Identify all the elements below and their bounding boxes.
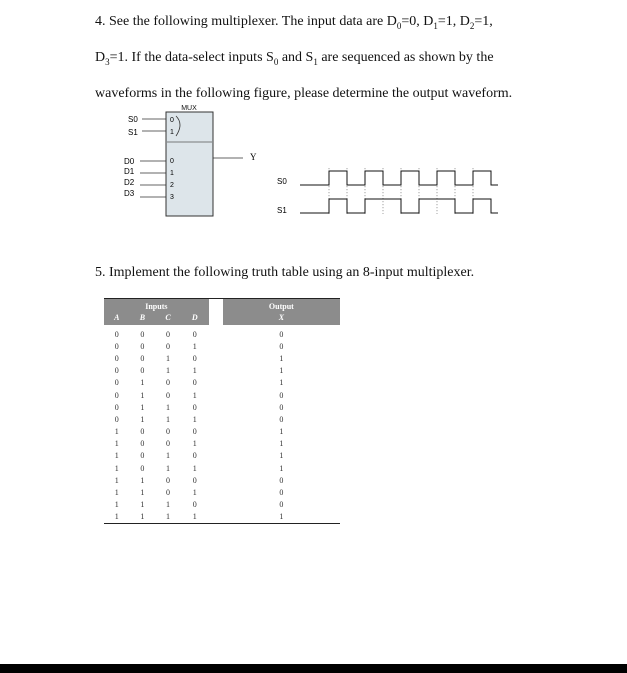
output-group-header: Output — [223, 299, 340, 313]
cell-x: 0 — [279, 402, 284, 412]
cell-x: 1 — [279, 353, 284, 363]
s0-label: S0 — [128, 115, 138, 124]
cell-c: 1 — [165, 414, 170, 424]
cell-c: 0 — [165, 488, 170, 498]
cell-d: 0 — [192, 427, 197, 437]
inputs-group-header: Inputs — [104, 299, 209, 313]
column-header-a: A — [104, 312, 130, 325]
waveform-s0-label: S0 — [277, 177, 287, 186]
cell-b: 0 — [140, 451, 145, 461]
cell-b: 0 — [140, 463, 145, 473]
cell-b: 0 — [140, 366, 145, 376]
cell-a: 1 — [114, 500, 119, 510]
data-pin-1: 1 — [170, 170, 174, 177]
cell-c: 1 — [165, 500, 170, 510]
table-row — [104, 365, 340, 377]
cell-a: 0 — [114, 366, 119, 376]
cell-d: 1 — [192, 439, 197, 449]
cell-b: 1 — [140, 390, 145, 400]
table-row — [104, 450, 340, 462]
cell-x: 0 — [279, 488, 284, 498]
question-4-line-3: waveforms in the following figure, please determine the output waveform. — [95, 85, 513, 101]
cell-d: 1 — [192, 390, 197, 400]
cell-c: 1 — [165, 451, 170, 461]
cell-d: 1 — [192, 414, 197, 424]
cell-c: 1 — [165, 366, 170, 376]
column-header-x: X — [223, 312, 340, 325]
column-header-d: D — [181, 312, 209, 325]
table-row — [104, 426, 340, 438]
cell-b: 1 — [140, 378, 145, 388]
cell-x: 1 — [279, 366, 284, 376]
page-bottom-bar — [0, 664, 627, 673]
cell-a: 0 — [114, 378, 119, 388]
cell-d: 0 — [192, 475, 197, 485]
cell-c: 0 — [165, 341, 170, 351]
cell-c: 0 — [165, 329, 170, 339]
mux-title: MUX — [181, 105, 197, 112]
cell-a: 1 — [114, 451, 119, 461]
column-header-b: B — [130, 312, 156, 325]
cell-d: 0 — [192, 329, 197, 339]
table-row — [104, 462, 340, 474]
cell-x: 1 — [279, 439, 284, 449]
cell-a: 0 — [114, 353, 119, 363]
cell-d: 1 — [192, 366, 197, 376]
cell-d: 0 — [192, 353, 197, 363]
output-y-label: Y — [250, 152, 257, 162]
cell-x: 1 — [279, 463, 284, 473]
table-row — [104, 340, 340, 352]
cell-c: 0 — [165, 439, 170, 449]
cell-a: 0 — [114, 402, 119, 412]
cell-b: 0 — [140, 353, 145, 363]
select-pin-1: 1 — [170, 129, 174, 136]
data-pin-0: 0 — [170, 158, 174, 165]
cell-x: 1 — [279, 427, 284, 437]
cell-d: 1 — [192, 512, 197, 522]
cell-d: 0 — [192, 500, 197, 510]
cell-c: 0 — [165, 378, 170, 388]
waveform-s1 — [300, 199, 498, 213]
cell-d: 1 — [192, 463, 197, 473]
cell-b: 1 — [140, 402, 145, 412]
select-pin-0: 0 — [170, 117, 174, 124]
cell-x: 1 — [279, 451, 284, 461]
cell-b: 0 — [140, 427, 145, 437]
cell-d: 0 — [192, 451, 197, 461]
data-pin-2: 2 — [170, 182, 174, 189]
cell-x: 0 — [279, 414, 284, 424]
table-row — [104, 474, 340, 486]
table-row — [104, 438, 340, 450]
cell-a: 0 — [114, 414, 119, 424]
cell-b: 1 — [140, 500, 145, 510]
cell-b: 1 — [140, 512, 145, 522]
table-row — [104, 511, 340, 524]
cell-c: 1 — [165, 402, 170, 412]
cell-b: 1 — [140, 475, 145, 485]
cell-a: 1 — [114, 512, 119, 522]
cell-d: 1 — [192, 341, 197, 351]
table-row — [104, 499, 340, 511]
waveform-s1-label: S1 — [277, 206, 287, 215]
cell-b: 1 — [140, 414, 145, 424]
waveform-s0 — [300, 171, 498, 185]
table-row — [104, 389, 340, 401]
cell-x: 0 — [279, 475, 284, 485]
cell-x: 0 — [279, 500, 284, 510]
cell-b: 0 — [140, 329, 145, 339]
cell-a: 1 — [114, 475, 119, 485]
cell-x: 0 — [279, 341, 284, 351]
cell-a: 1 — [114, 439, 119, 449]
cell-c: 1 — [165, 512, 170, 522]
cell-x: 0 — [279, 329, 284, 339]
cell-d: 0 — [192, 378, 197, 388]
d3-label: D3 — [124, 189, 135, 198]
cell-a: 1 — [114, 488, 119, 498]
cell-c: 0 — [165, 475, 170, 485]
cell-a: 0 — [114, 341, 119, 351]
table-row — [104, 401, 340, 413]
question-5-text: 5. Implement the following truth table using an 8-input multiplexer. — [95, 265, 475, 280]
table-row — [104, 352, 340, 364]
truth-table-body — [104, 325, 340, 524]
column-header-c: C — [155, 312, 181, 325]
cell-c: 1 — [165, 353, 170, 363]
question-4-text — [95, 6, 535, 110]
data-pin-3: 3 — [170, 194, 174, 201]
table-row — [104, 325, 340, 340]
d2-label: D2 — [124, 178, 135, 187]
d1-label: D1 — [124, 167, 135, 176]
cell-a: 0 — [114, 390, 119, 400]
question-4-line-2: $D_3=1$. If the data-select inputs $S_0$ and $S_1$ are sequenced as shown by the — [95, 49, 494, 67]
cell-a: 1 — [114, 463, 119, 473]
d0-label: D0 — [124, 157, 135, 166]
mux-diagram — [100, 98, 520, 258]
cell-d: 0 — [192, 402, 197, 412]
table-row — [104, 486, 340, 498]
cell-x: 1 — [279, 378, 284, 388]
cell-a: 0 — [114, 329, 119, 339]
cell-x: 0 — [279, 390, 284, 400]
table-row — [104, 377, 340, 389]
cell-x: 1 — [279, 512, 284, 522]
cell-d: 1 — [192, 488, 197, 498]
cell-b: 0 — [140, 341, 145, 351]
cell-c: 0 — [165, 390, 170, 400]
cell-c: 1 — [165, 463, 170, 473]
table-row — [104, 413, 340, 425]
cell-b: 0 — [140, 439, 145, 449]
question-4-line-1: 4. See the following multiplexer. The input data are $D_0=0$, $D_1=1$, $D_2=1$, — [95, 14, 493, 31]
cell-c: 0 — [165, 427, 170, 437]
truth-table — [104, 298, 340, 524]
cell-a: 1 — [114, 427, 119, 437]
cell-b: 1 — [140, 488, 145, 498]
s1-label: S1 — [128, 128, 138, 137]
